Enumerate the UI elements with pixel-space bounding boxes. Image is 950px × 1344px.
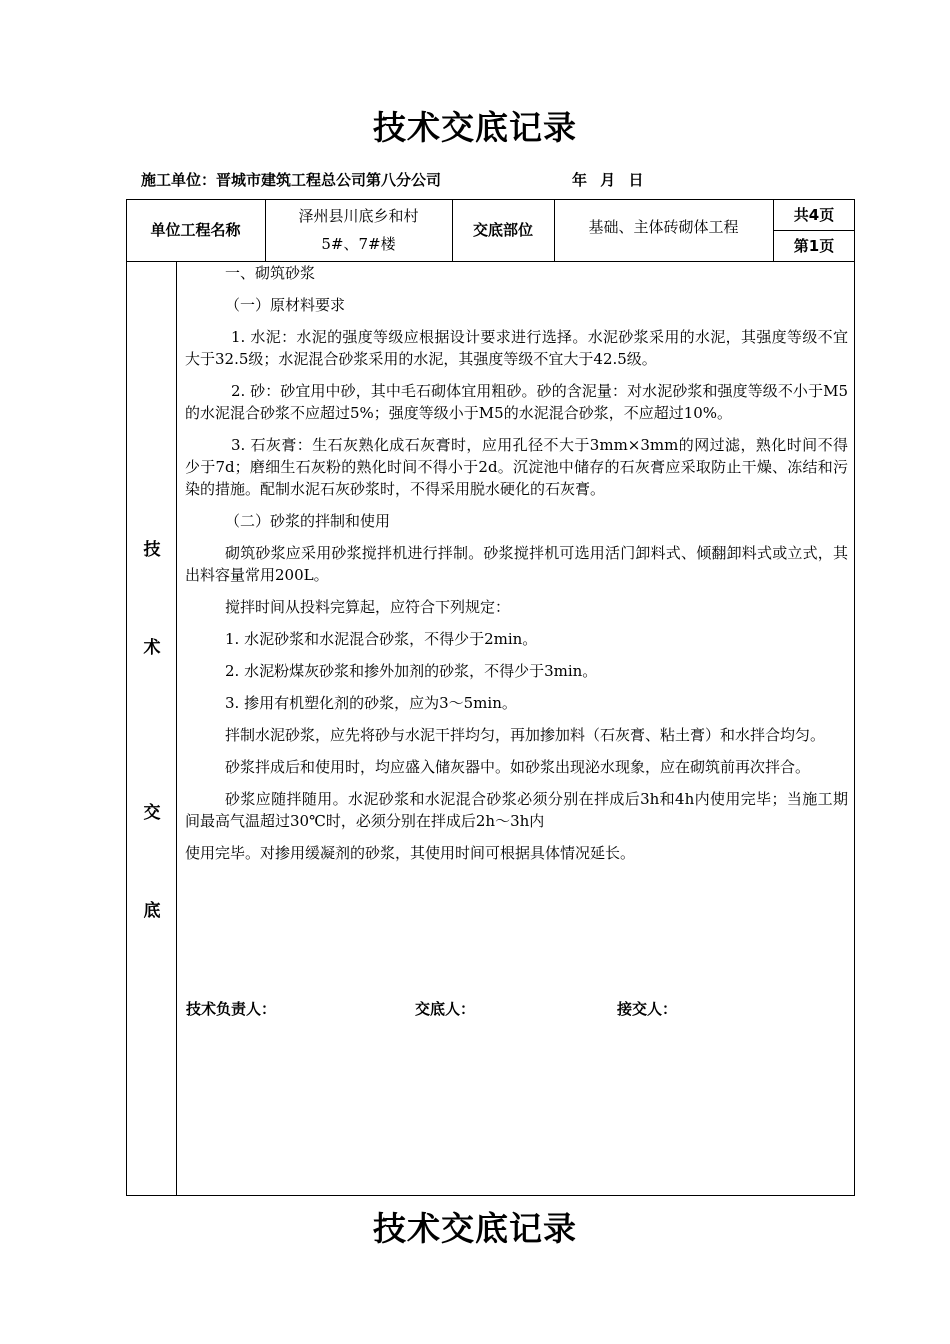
disclosure-content — [185, 262, 848, 874]
disclosure-part-label: 交底部位 — [472, 221, 533, 239]
document-title: 技术交底记录 — [373, 108, 577, 147]
paragraph: 搅拌时间从投料完算起，应符合下列规定： — [225, 598, 511, 616]
total-pages: 共4页 — [793, 205, 835, 224]
paragraph: 砂浆拌成后和使用时，均应盛入储灰器中。如砂浆出现泌水现象，应在砌筑前再次拌合。 — [225, 758, 811, 776]
project-name-line-2: 5#、7#楼 — [321, 235, 396, 253]
project-name-label: 单位工程名称 — [150, 221, 241, 239]
paragraph: 3. 石灰膏：生石灰熟化成石灰膏时，应用孔径不大于3mm×3mm的网过滤，熟化时间不得少于7d；磨细生石灰粉的熟化时间不得小于2d。沉淀池中储存的石灰膏应采取防止干燥、冻结和污染的措施。配制水泥石灰砂浆时，不得采用脱水硬化的石灰膏。 — [185, 436, 848, 498]
side-label-char: 技 — [143, 540, 161, 560]
paragraph: 1. 水泥砂浆和水泥混合砂浆，不得少于2min。 — [225, 630, 538, 648]
paragraph: 砌筑砂浆应采用砂浆搅拌机进行拌制。砂浆搅拌机可选用活门卸料式、倾翻卸料式或立式，其出料容量常用200L。 — [185, 544, 848, 584]
section-heading: 一、砌筑砂浆 — [225, 264, 316, 282]
paragraph: 2. 砂：砂宜用中砂，其中毛石砌体宜用粗砂。砂的含泥量：对水泥砂浆和强度等级不小于M5的水泥混合砂浆不应超过5%；强度等级小于M5的水泥混合砂浆，不应超过10%。 — [185, 382, 848, 422]
project-name-line-1: 泽州县川底乡和村 — [298, 207, 419, 225]
date-field: 年 月 日 — [572, 171, 644, 189]
next-page-title: 技术交底记录 — [373, 1209, 577, 1248]
project-name-value — [265, 199, 452, 261]
tech-lead-signature: 技术负责人： — [186, 1000, 277, 1018]
side-label-char: 底 — [143, 901, 161, 921]
receiver-signature: 接交人： — [617, 1000, 678, 1018]
disclosure-part-value: 基础、主体砖砌体工程 — [588, 218, 739, 236]
paragraph: 砂浆应随拌随用。水泥砂浆和水泥混合砂浆必须分别在拌成后3h和4h内使用完毕；当施工期间最高气温超过30℃时，必须分别在拌成后2h～3h内 — [185, 790, 848, 830]
construction-unit: 施工单位：晋城市建筑工程总公司第八分公司 — [141, 171, 442, 189]
side-col-line — [176, 261, 177, 1196]
subsection-heading: （一）原材料要求 — [225, 296, 346, 314]
paragraph: 3. 掺用有机塑化剂的砂浆，应为3～5min。 — [225, 694, 517, 712]
paragraph: 1. 水泥：水泥的强度等级应根据设计要求进行选择。水泥砂浆采用的水泥，其强度等级不宜大于32.5级；水泥混合砂浆采用的水泥，其强度等级不宜大于42.5级。 — [185, 328, 848, 368]
side-label-char: 术 — [143, 638, 161, 658]
paragraph: 2. 水泥粉煤灰砂浆和掺外加剂的砂浆，不得少于3min。 — [225, 662, 598, 680]
paragraph: 使用完毕。对掺用缓凝剂的砂浆，其使用时间可根据具体情况延长。 — [185, 844, 636, 862]
page-number: 第1页 — [793, 236, 835, 255]
subsection-heading: （二）砂浆的拌制和使用 — [225, 512, 391, 530]
paragraph: 拌制水泥砂浆，应先将砂与水泥干拌均匀，再加掺加料（石灰膏、粘土膏）和水拌合均匀。 — [225, 726, 826, 744]
discloser-signature: 交底人： — [415, 1000, 476, 1018]
side-label-char: 交 — [143, 803, 161, 823]
